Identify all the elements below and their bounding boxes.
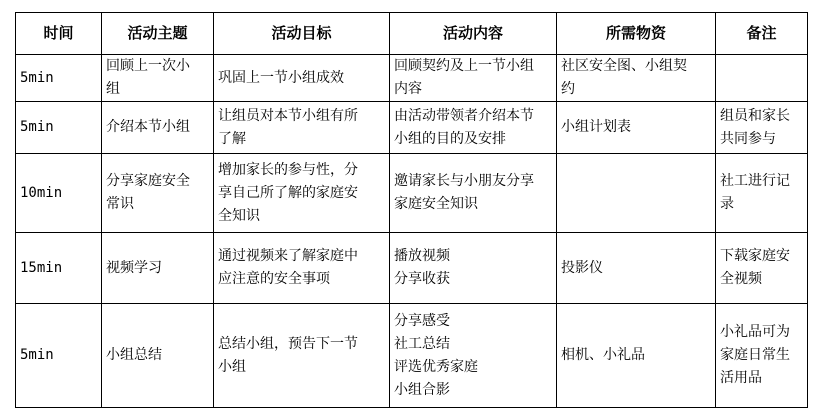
cell-line: 分享感受: [394, 312, 450, 329]
cell-materials: [557, 102, 716, 154]
cell-notes: [716, 55, 808, 102]
cell-time: 10min: [16, 154, 102, 233]
cell-goal: [214, 154, 390, 233]
table-row: [16, 154, 808, 233]
cell-line: 小组总结: [106, 347, 162, 363]
cell-line: 播放视频: [394, 248, 450, 264]
cell-time: 5min: [16, 102, 102, 154]
cell-time: 15min: [16, 233, 102, 304]
cell-line: 小组: [218, 358, 246, 375]
cell-theme: [102, 233, 214, 304]
cell-line: 活用品: [720, 370, 762, 386]
cell-line: 全知识: [218, 207, 260, 224]
cell-materials: [557, 154, 716, 233]
header-theme: 活动主题: [102, 13, 214, 55]
cell-line: 社工进行记: [720, 173, 790, 189]
cell-line: 小礼品可为: [720, 324, 790, 340]
cell-line: 家庭安全知识: [394, 196, 478, 212]
cell-materials: [557, 233, 716, 304]
cell-line: 让组员对本节小组有所: [218, 107, 358, 124]
table-row: [16, 55, 808, 102]
cell-theme: [102, 154, 214, 233]
cell-line: 内容: [394, 81, 422, 97]
cell-goal: [214, 55, 390, 102]
cell-goal: [214, 304, 390, 408]
cell-notes: [716, 304, 808, 408]
cell-line: 小组计划表: [561, 119, 631, 135]
cell-line: 巩固上一节小组成效: [218, 69, 344, 86]
cell-content: [390, 55, 557, 102]
cell-line: 下载家庭安: [720, 248, 790, 264]
cell-line: 组员和家长: [720, 107, 790, 124]
cell-line: 小组的目的及安排: [394, 130, 506, 147]
cell-line: 由活动带领者介绍本节: [394, 107, 534, 124]
cell-line: 社工总结: [394, 335, 450, 352]
cell-line: 了解: [218, 130, 246, 147]
table-header-row: [16, 13, 808, 55]
cell-materials: [557, 55, 716, 102]
cell-goal: [214, 233, 390, 304]
cell-line: 总结小组，预告下一节: [218, 335, 358, 352]
header-content: 活动内容: [390, 13, 557, 55]
header-notes: 备注: [716, 13, 808, 55]
cell-line: 常识: [106, 196, 134, 212]
activity-plan-table: [15, 12, 808, 408]
cell-line: 组: [106, 81, 120, 97]
cell-theme: [102, 304, 214, 408]
cell-line: 介绍本节小组: [106, 119, 190, 135]
header-goal: 活动目标: [214, 13, 390, 55]
cell-notes: [716, 154, 808, 233]
cell-content: [390, 233, 557, 304]
cell-line: 社区安全图、小组契: [561, 58, 687, 74]
cell-line: 小组合影: [394, 381, 450, 398]
cell-line: 相机、小礼品: [561, 347, 645, 363]
header-time: 时间: [16, 13, 102, 55]
cell-line: 回顾契约及上一节小组: [394, 58, 534, 74]
cell-content: [390, 102, 557, 154]
cell-content: [390, 154, 557, 233]
cell-goal: [214, 102, 390, 154]
cell-content: [390, 304, 557, 408]
cell-line: 录: [720, 196, 734, 212]
table-row: [16, 102, 808, 154]
cell-line: 增加家长的参与性，分: [218, 161, 358, 178]
cell-line: 回顾上一次小: [106, 58, 190, 74]
table-row: [16, 304, 808, 408]
cell-line: 家庭日常生: [720, 347, 790, 363]
cell-line: 通过视频来了解家庭中: [218, 248, 358, 264]
cell-line: 邀请家长与小朋友分享: [394, 173, 534, 189]
cell-theme: [102, 102, 214, 154]
cell-line: 分享收获: [394, 271, 450, 287]
cell-theme: [102, 55, 214, 102]
cell-line: 应注意的安全事项: [218, 271, 330, 287]
table-row: [16, 233, 808, 304]
cell-line: 享自己所了解的家庭安: [218, 184, 358, 201]
cell-line: 约: [561, 81, 575, 97]
cell-line: 投影仪: [561, 259, 603, 276]
cell-line: 视频学习: [106, 259, 162, 276]
cell-line: 全视频: [720, 271, 762, 287]
cell-time: 5min: [16, 304, 102, 408]
header-materials: 所需物资: [557, 13, 716, 55]
cell-time: 5min: [16, 55, 102, 102]
cell-notes: [716, 102, 808, 154]
cell-notes: [716, 233, 808, 304]
cell-line: 评选优秀家庭: [394, 358, 478, 375]
cell-line: 共同参与: [720, 130, 776, 147]
cell-line: 分享家庭安全: [106, 173, 190, 189]
cell-materials: [557, 304, 716, 408]
